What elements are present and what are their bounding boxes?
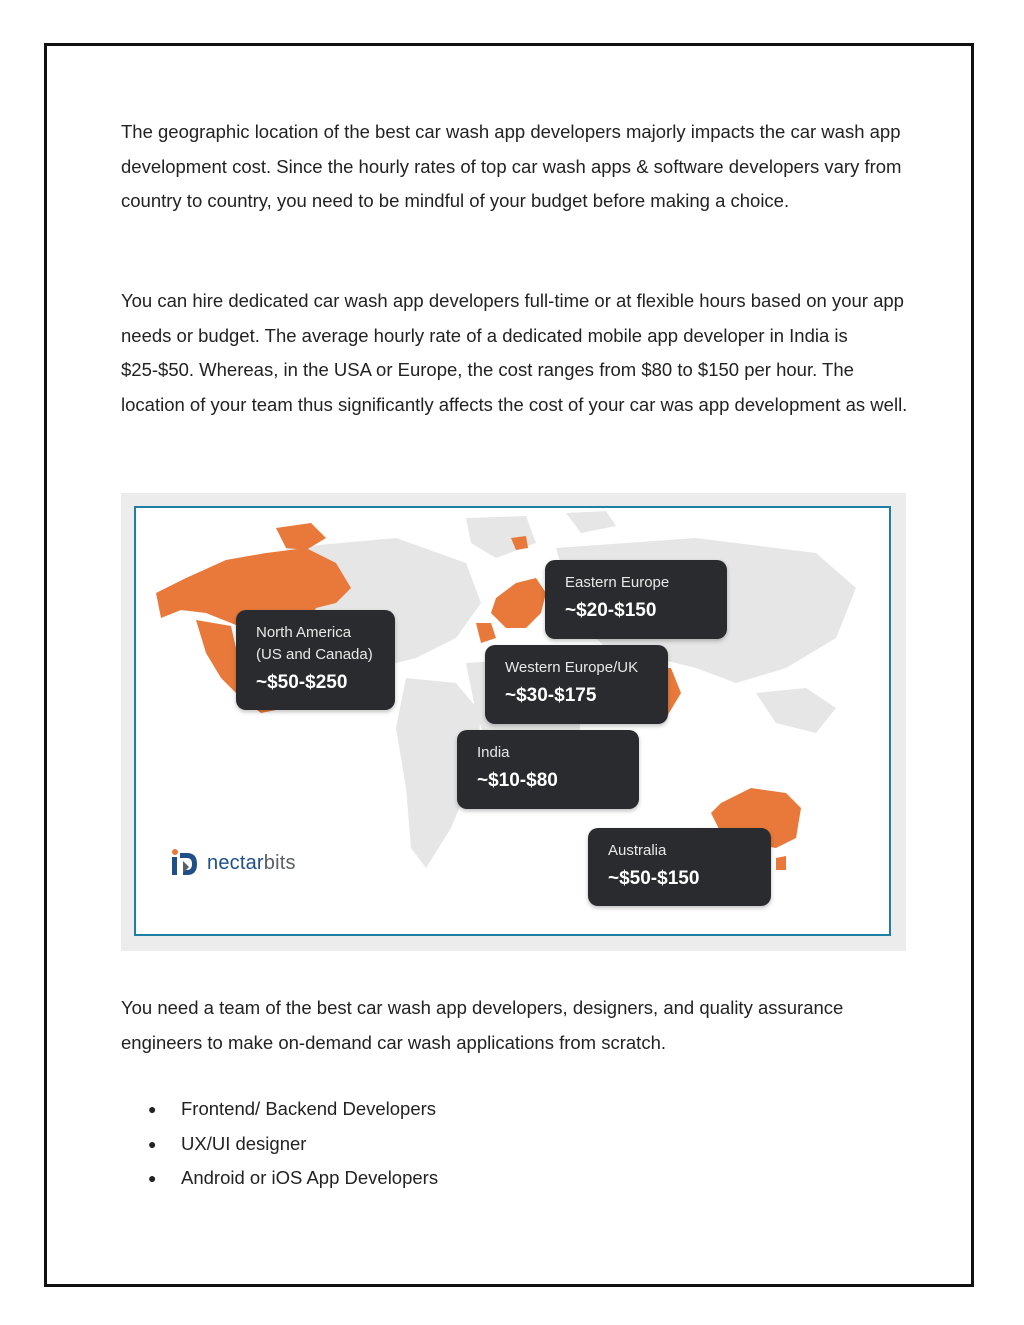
nectarbits-logo-icon xyxy=(169,847,201,879)
list-item-text: Frontend/ Backend Developers xyxy=(181,1098,437,1119)
region-price: ~$50-$150 xyxy=(608,868,700,889)
region-australia xyxy=(588,828,771,906)
region-western-europe xyxy=(485,645,668,724)
region-price: ~$30-$175 xyxy=(505,685,597,706)
list-item xyxy=(148,1127,438,1162)
brand-part1: nectar xyxy=(207,851,264,874)
nectarbits-logo xyxy=(169,845,296,881)
region-name-line1: Eastern Europe xyxy=(565,574,670,591)
region-india xyxy=(457,730,639,809)
region-price: ~$10-$80 xyxy=(477,770,558,791)
list-item xyxy=(148,1092,438,1127)
paragraph-hourly-rates: You can hire dedicated car wash app developers full-time or at flexible hours based on your app needs or budget. The average hourly rate of a dedicated mobile app developer in India is $25-$50. Whereas, in the USA or Europe, the cost ranges from $80 to $150 per hour. The location of your team thus significantly affects the cost of your car was app development as well. xyxy=(121,290,908,415)
region-name-line1: India xyxy=(477,744,510,761)
cost-map-figure xyxy=(121,493,906,951)
role-list xyxy=(148,1092,438,1196)
bullet-icon: ● xyxy=(148,1170,157,1186)
bullet-icon: ● xyxy=(148,1135,157,1152)
paragraph-team: You need a team of the best car wash app developers, designers, and quality assurance engineers to make on-demand car wash applications from scratch. xyxy=(121,997,844,1053)
brand-part2: bits xyxy=(263,851,296,874)
region-eastern-europe xyxy=(545,560,727,639)
region-north-america xyxy=(236,610,395,710)
region-name-line1: Australia xyxy=(608,842,667,859)
region-name-line2: (US and Canada) xyxy=(256,646,373,663)
region-price: ~$20-$150 xyxy=(565,600,657,621)
region-name-line1: Western Europe/UK xyxy=(505,659,639,676)
list-item-text: UX/UI designer xyxy=(181,1132,307,1154)
bullet-icon: ● xyxy=(148,1101,157,1117)
region-name-line1: North America xyxy=(256,624,352,641)
paragraph-geography: The geographic location of the best car wash app developers majorly impacts the car wash app development cost. Since the hourly rates of top car wash apps & software developers vary from country to country, you need to be mindful of your budget before making a choice. xyxy=(121,121,902,211)
brand-wordmark xyxy=(207,852,296,875)
list-item-text: Android or iOS App Developers xyxy=(181,1167,439,1188)
region-price: ~$50-$250 xyxy=(256,672,348,693)
map-card xyxy=(134,506,891,936)
list-item xyxy=(148,1161,438,1196)
